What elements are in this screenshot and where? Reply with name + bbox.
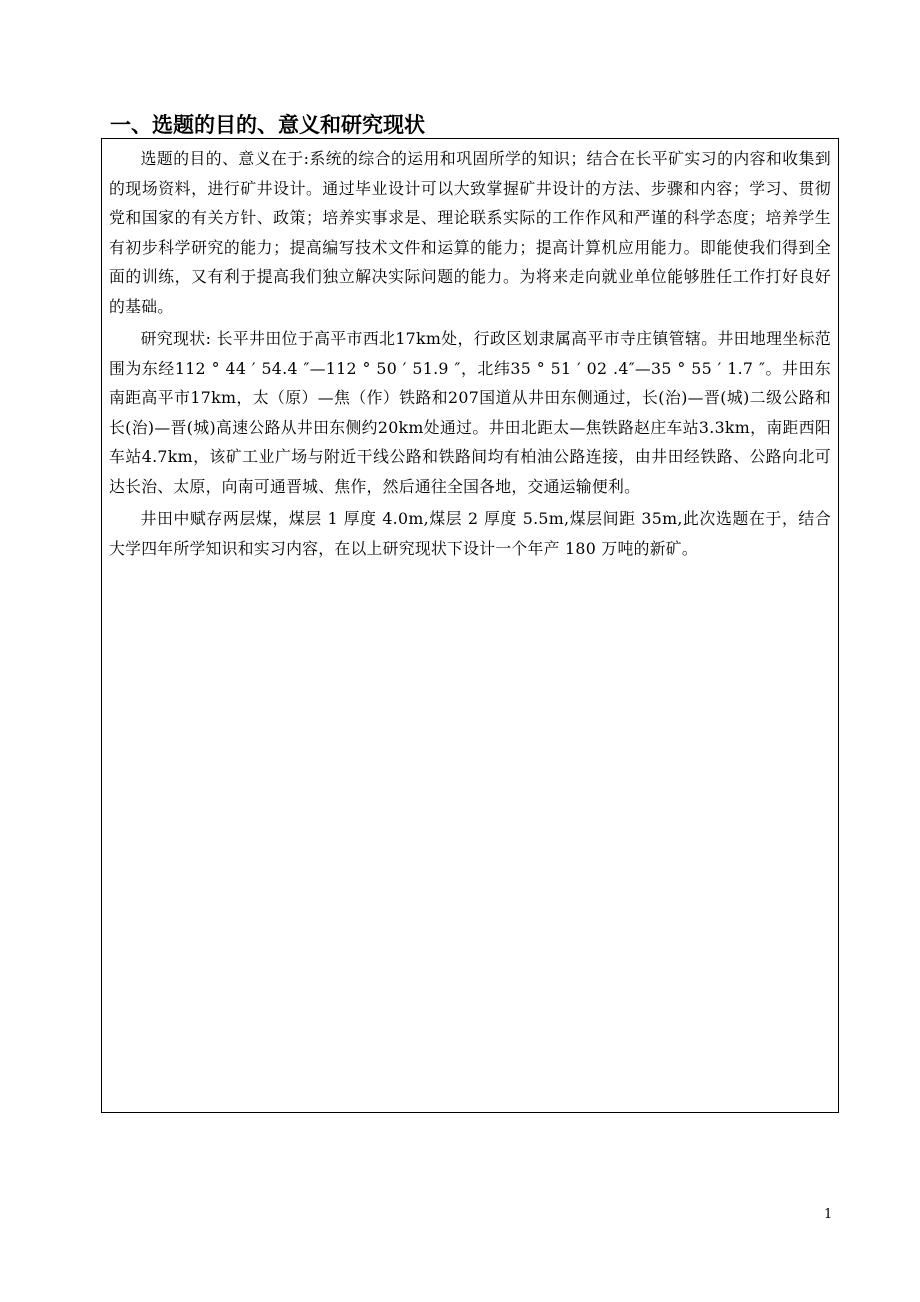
paragraph-research-status: 研究现状: 长平井田位于高平市西北17km处，行政区划隶属高平市寺庄镇管辖。井田地理坐标范围为东经112 ° 44 ′ 54.4 ″—112 ° 50 ′ 51.9 ″，北纬35 ° 51 ′ 02 .4″—35 ° 55 ′ 1.7 ″。井田东南距高平市17km，太（原）—焦（作）铁路和207国道从井田东侧通过，长(治)—晋(城)二级公路和长(治)—晋(城)高速公路从井田东侧约20km处通过。井田北距太—焦铁路赵庄车站3.3km，南距西阳车站4.7km，该矿工业广场与附近干线公路和铁路间均有柏油公路连接，由井田经铁路、公路向北可达长治、太原，向南可通晋城、焦作，然后通往全国各地，交通运输便利。 [109, 329, 831, 496]
paragraph-coal-seams: 井田中赋存两层煤，煤层 1 厚度 4.0m,煤层 2 厚度 5.5m,煤层间距 35m,此次选题在于，结合大学四年所学知识和实习内容，在以上研究现状下设计一个年产 180 万吨的新矿。 [109, 509, 831, 558]
paragraph-purpose: 选题的目的、意义在于:系统的综合的运用和巩固所学的知识；结合在长平矿实习的内容和收集到的现场资料，进行矿井设计。通过毕业设计可以大致掌握矿井设计的方法、步骤和内容；学习、贯彻党和国家的有关方针、政策；培养实事求是、理论联系实际的工作作风和严谨的科学态度；培养学生有初步科学研究的能力；提高编写技术文件和运算的能力；提高计算机应用能力。即能使我们得到全面的训练，又有利于提高我们独立解决实际问题的能力。为将来走向就业单位能够胜任工作打好良好的基础。 [109, 149, 831, 316]
page-number: 1 [824, 1207, 833, 1222]
section-heading: 一、选题的目的、意义和研究现状 [110, 113, 425, 137]
content-box [101, 138, 839, 1113]
body-text [109, 144, 831, 563]
